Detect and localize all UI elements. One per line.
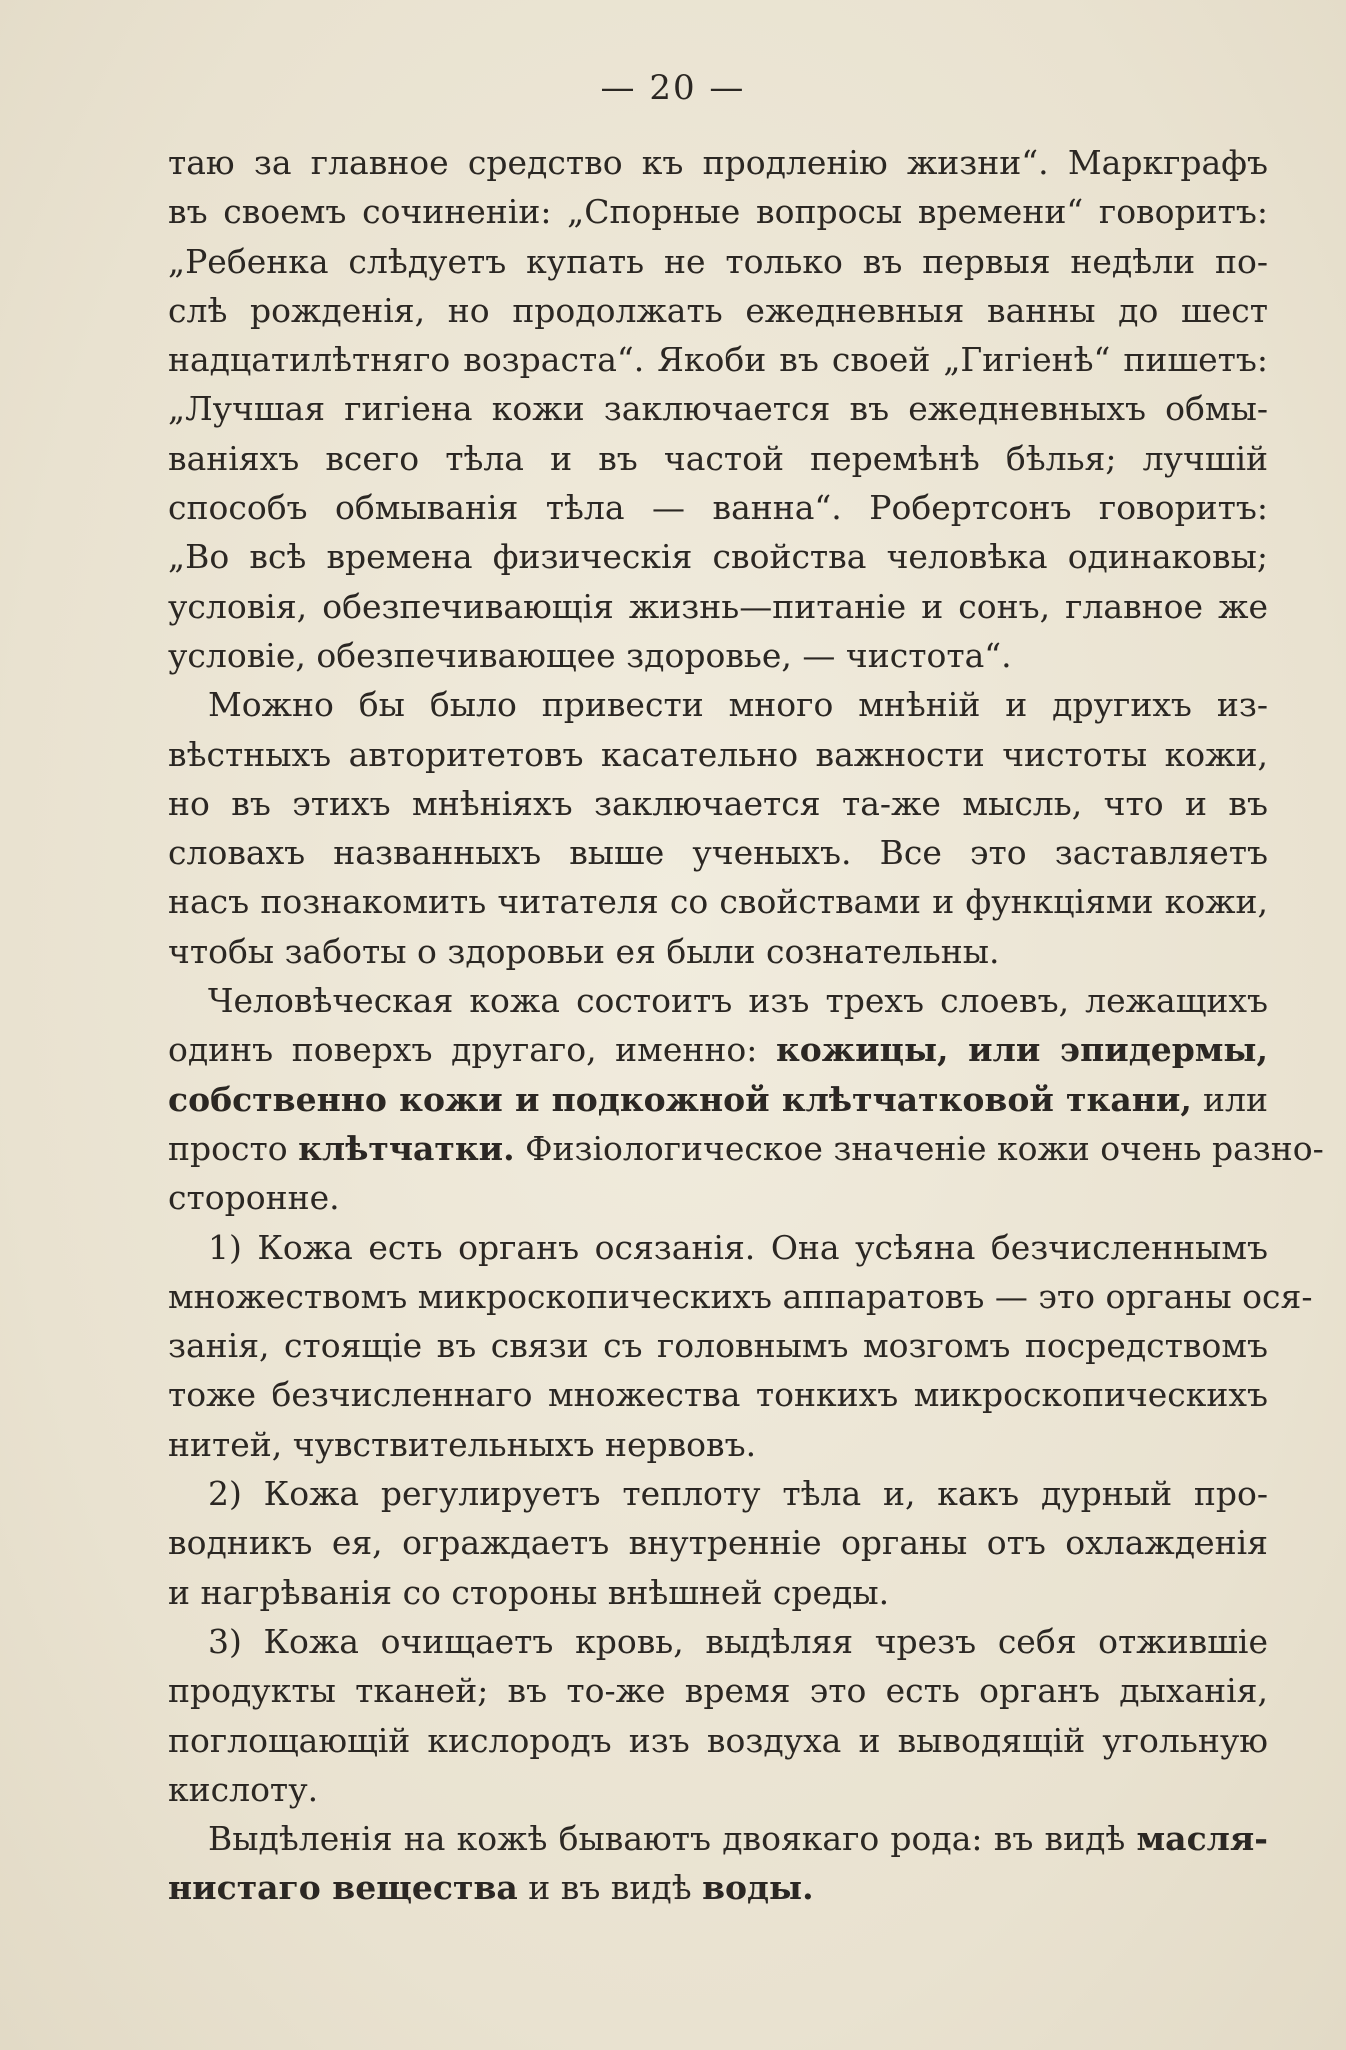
text-line: множествомъ микроскопическихъ аппаратовъ — это органы ося-: [168, 1276, 1313, 1316]
text-run: Выдѣленія на кожѣ бываютъ двоякаго рода: въ видѣ: [208, 1819, 1137, 1859]
paragraph: [168, 680, 1268, 976]
paragraph: [168, 1223, 1313, 1469]
text-line: Можно бы было привести много мнѣній и другихъ из-: [208, 685, 1268, 725]
text-line: таю за главное средство къ продленію жизни“. Маркграфъ: [168, 143, 1268, 182]
text-line: насъ познакомить читателя со свойствами и функціями кожи,: [168, 882, 1268, 922]
text-line: слѣ рожденія, но продолжать ежедневныя ванны до шест: [168, 290, 1268, 330]
text-line: [168, 1124, 1324, 1173]
text-run: Человѣческая кожа состоитъ изъ трехъ слоевъ, лежащихъ: [208, 981, 1268, 1021]
text-line: „Во всѣ времена физическія свойства человѣка одинаковы;: [168, 537, 1268, 577]
bold-term: нистаго вещества: [168, 1868, 518, 1908]
text-line: условіе, обезпечивающее здоровье, — чистота“.: [168, 635, 1012, 675]
text-line: надцатилѣтняго возраста“. Якоби въ своей „Гигіенѣ“ пишетъ:: [168, 340, 1268, 380]
text-run: Физіологическое значеніе кожи очень разно-: [514, 1128, 1324, 1168]
text-line: кислоту.: [168, 1769, 319, 1809]
text-line: поглощающій кислородъ изъ воздуха и выводящій угольную: [168, 1720, 1268, 1760]
text-line: водникъ ея, ограждаетъ внутренніе органы отъ охлажденія: [168, 1523, 1268, 1563]
page-number: — 20 —: [600, 68, 746, 108]
text-line: ваніяхъ всего тѣла и въ частой перемѣнѣ бѣлья; лучшій: [168, 438, 1268, 478]
text-line: [168, 1173, 1268, 1222]
text-line: и нагрѣванія со стороны внѣшней среды.: [168, 1572, 890, 1612]
text-line: способъ обмыванія тѣла — ванна“. Робертсонъ говоритъ:: [168, 488, 1268, 528]
bold-term: собственно кожи и подкожной клѣтчатковой ткани,: [168, 1079, 1192, 1119]
text-run: одинъ поверхъ другаго, именно:: [168, 1030, 776, 1070]
bold-term: воды.: [702, 1868, 814, 1908]
text-line: [168, 1075, 1268, 1124]
text-line: „Ребенка слѣдуетъ купать не только въ первыя недѣли по-: [168, 241, 1268, 281]
text-line: чтобы заботы о здоровьи ея были сознательны.: [168, 931, 1000, 971]
text-line: [168, 1025, 1268, 1074]
paragraph: [168, 1469, 1268, 1617]
text-run: просто: [168, 1128, 299, 1168]
text-line: условія, обезпечивающія жизнь—питаніе и сонъ, главное же: [168, 586, 1268, 626]
bold-term: кожицы, или эпидермы,: [775, 1030, 1268, 1070]
text-line: 3) Кожа очищаетъ кровь, выдѣляя чрезъ себя отжившіе: [208, 1621, 1268, 1661]
text-line: занія, стоящіе въ связи съ головнымъ мозгомъ посредствомъ: [168, 1326, 1268, 1366]
text-line: вѣстныхъ авторитетовъ касательно важности чистоты кожи,: [168, 734, 1268, 774]
paragraph: [168, 976, 1324, 1222]
text-line: „Лучшая гигіена кожи заключается въ ежедневныхъ обмы-: [168, 389, 1268, 429]
text-line: тоже безчисленнаго множества тонкихъ микроскопическихъ: [168, 1375, 1268, 1415]
text-line: [168, 976, 1268, 1025]
text-run: и въ видѣ: [517, 1868, 703, 1908]
text-line: продукты тканей; въ то-же время это есть органъ дыханія,: [168, 1671, 1268, 1711]
text-line: въ своемъ сочиненіи: „Спорные вопросы времени“ говоритъ:: [168, 192, 1268, 232]
text-line: 2) Кожа регулируетъ теплоту тѣла и, какъ дурный про-: [208, 1474, 1268, 1514]
paragraph: [168, 1814, 1268, 1913]
bold-term: клѣтчатки.: [298, 1128, 515, 1168]
text-run: или: [1191, 1079, 1268, 1119]
paragraph: [168, 138, 1268, 680]
text-line: но въ этихъ мнѣніяхъ заключается та-же мысль, что и въ: [168, 783, 1268, 823]
text-line: [168, 1814, 1268, 1863]
bold-term: масля-: [1136, 1819, 1268, 1859]
text-line: [168, 1863, 1268, 1912]
text-run: сторонне.: [168, 1178, 340, 1218]
text-line: нитей, чувствительныхъ нервовъ.: [168, 1424, 757, 1464]
paragraph: [168, 1617, 1268, 1814]
text-line: 1) Кожа есть органъ осязанія. Она усѣяна безчисленнымъ: [208, 1227, 1268, 1267]
text-line: словахъ названныхъ выше ученыхъ. Все это заставляетъ: [168, 833, 1268, 873]
body-text: [168, 138, 1324, 1913]
